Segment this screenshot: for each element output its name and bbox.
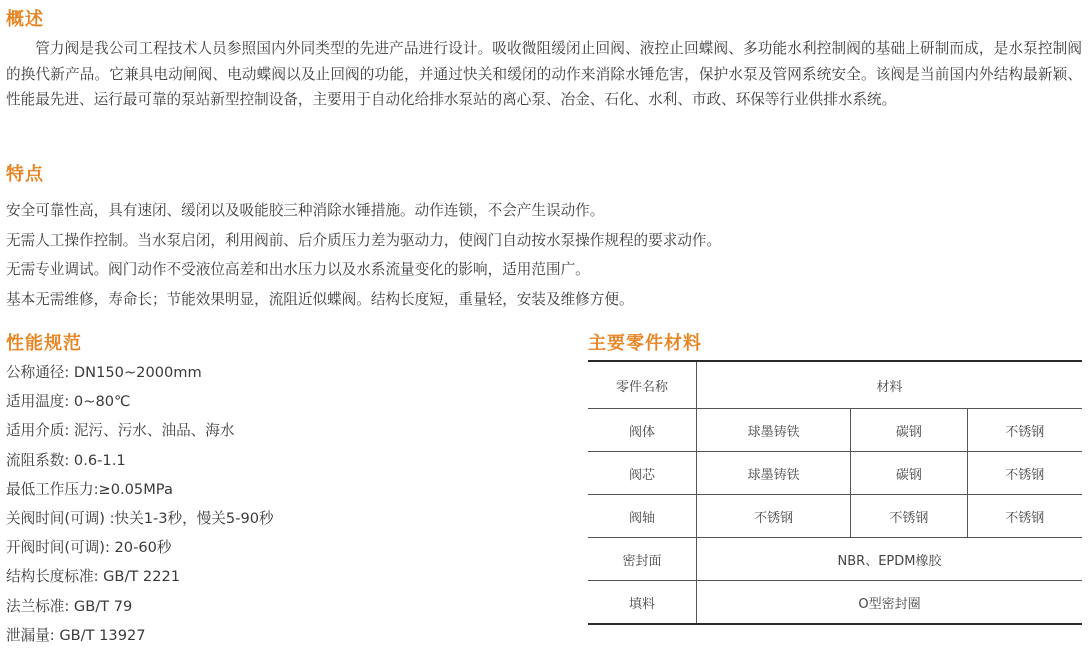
spec-item: 开阀时间(可调): 20-60秒 [6,539,172,557]
spec-item: 结构长度标准: GB/T 2221 [6,568,181,586]
spec-item: 适用介质: 泥污、污水、油品、海水 [6,422,235,440]
spec-item: 流阻系数: 0.6-1.1 [6,451,126,469]
table-row [588,538,1082,581]
part-name-cell: 填料 [588,581,697,625]
material-cell: 碳钢 [851,409,967,452]
material-cell: 球墨铸铁 [697,452,851,495]
materials-heading: 主要零件材料 [588,333,702,354]
material-merged-cell: O型密封圈 [697,581,1083,625]
material-cell: 不锈钢 [851,495,967,538]
part-name-cell: 阀体 [588,409,697,452]
material-merged-cell: NBR、EPDM橡胶 [697,538,1083,581]
material-cell: 不锈钢 [967,452,1082,495]
table-row [588,409,1082,452]
material-header: 材料 [697,361,1083,409]
feature-item: 安全可靠性高，具有速闭、缓闭以及吸能胶三种消除水锤措施。动作连锁，不会产生误动作。 [6,202,605,219]
features-list [6,196,721,314]
spec-item: 公称通径: DN150~2000mm [6,364,202,381]
part-name-cell: 密封面 [588,538,697,581]
table-row [588,452,1082,495]
material-cell: 碳钢 [851,452,967,495]
features-heading: 特点 [6,164,44,185]
part-name-cell: 阀芯 [588,452,697,495]
table-header-row [588,361,1082,409]
feature-item: 无需人工操作控制。当水泵启闭，利用阀前、后介质压力差为驱动力，使阀门自动按水泵操作规程的要求动作。 [6,231,722,249]
spec-item: 法兰标准: GB/T 79 [6,597,133,615]
part-name-header: 零件名称 [615,379,668,395]
material-cell: 不锈钢 [697,495,851,538]
feature-item: 无需专业调试。阀门动作不受液位高差和出水压力以及水系流量变化的影响，适用范围广。 [6,261,590,278]
material-cell: 球墨铸铁 [697,409,851,452]
table-row [588,495,1082,538]
materials-table [588,360,1082,625]
spec-item: 关阀时间(可调) :快关1-3秒，慢关5-90秒 [6,509,274,527]
spec-item: 最低工作压力:≥0.05MPa [6,480,173,498]
material-cell: 不锈钢 [967,409,1082,452]
specs-list [6,358,274,650]
spec-item: 适用温度: 0~80℃ [6,393,131,411]
material-cell: 不锈钢 [967,495,1082,538]
specs-heading: 性能规范 [6,333,82,354]
overview-heading: 概述 [6,9,44,30]
overview-paragraph: 管力阀是我公司工程技术人员参照国内外同类型的先进产品进行设计。吸收微阻缓闭止回阀、液控止回蝶阀、多功能水利控制阀的基础上研制而成，是水泵控制阀的换代新产品。它兼具电动闸阀、电动蝶阀以及止回阀的功能，并通过快关和缓闭的动作来消除水锤危害，保护水泵及管网系统安全。该阀是当前国内外结构最新颖、性能最先进、运行最可靠的泵站新型控制设备，主要用于自动化给排水泵站的离心泵、冶金、石化、水利、市政、环保等行业供排水系统。 [6,40,1082,108]
feature-item: 基本无需维修，寿命长；节能效果明显，流阻近似蝶阀。结构长度短，重量轻，安装及维修方便。 [6,290,634,308]
table-row [588,581,1082,625]
part-name-cell: 阀轴 [588,495,697,538]
spec-item: 泄漏量: GB/T 13927 [6,626,146,644]
